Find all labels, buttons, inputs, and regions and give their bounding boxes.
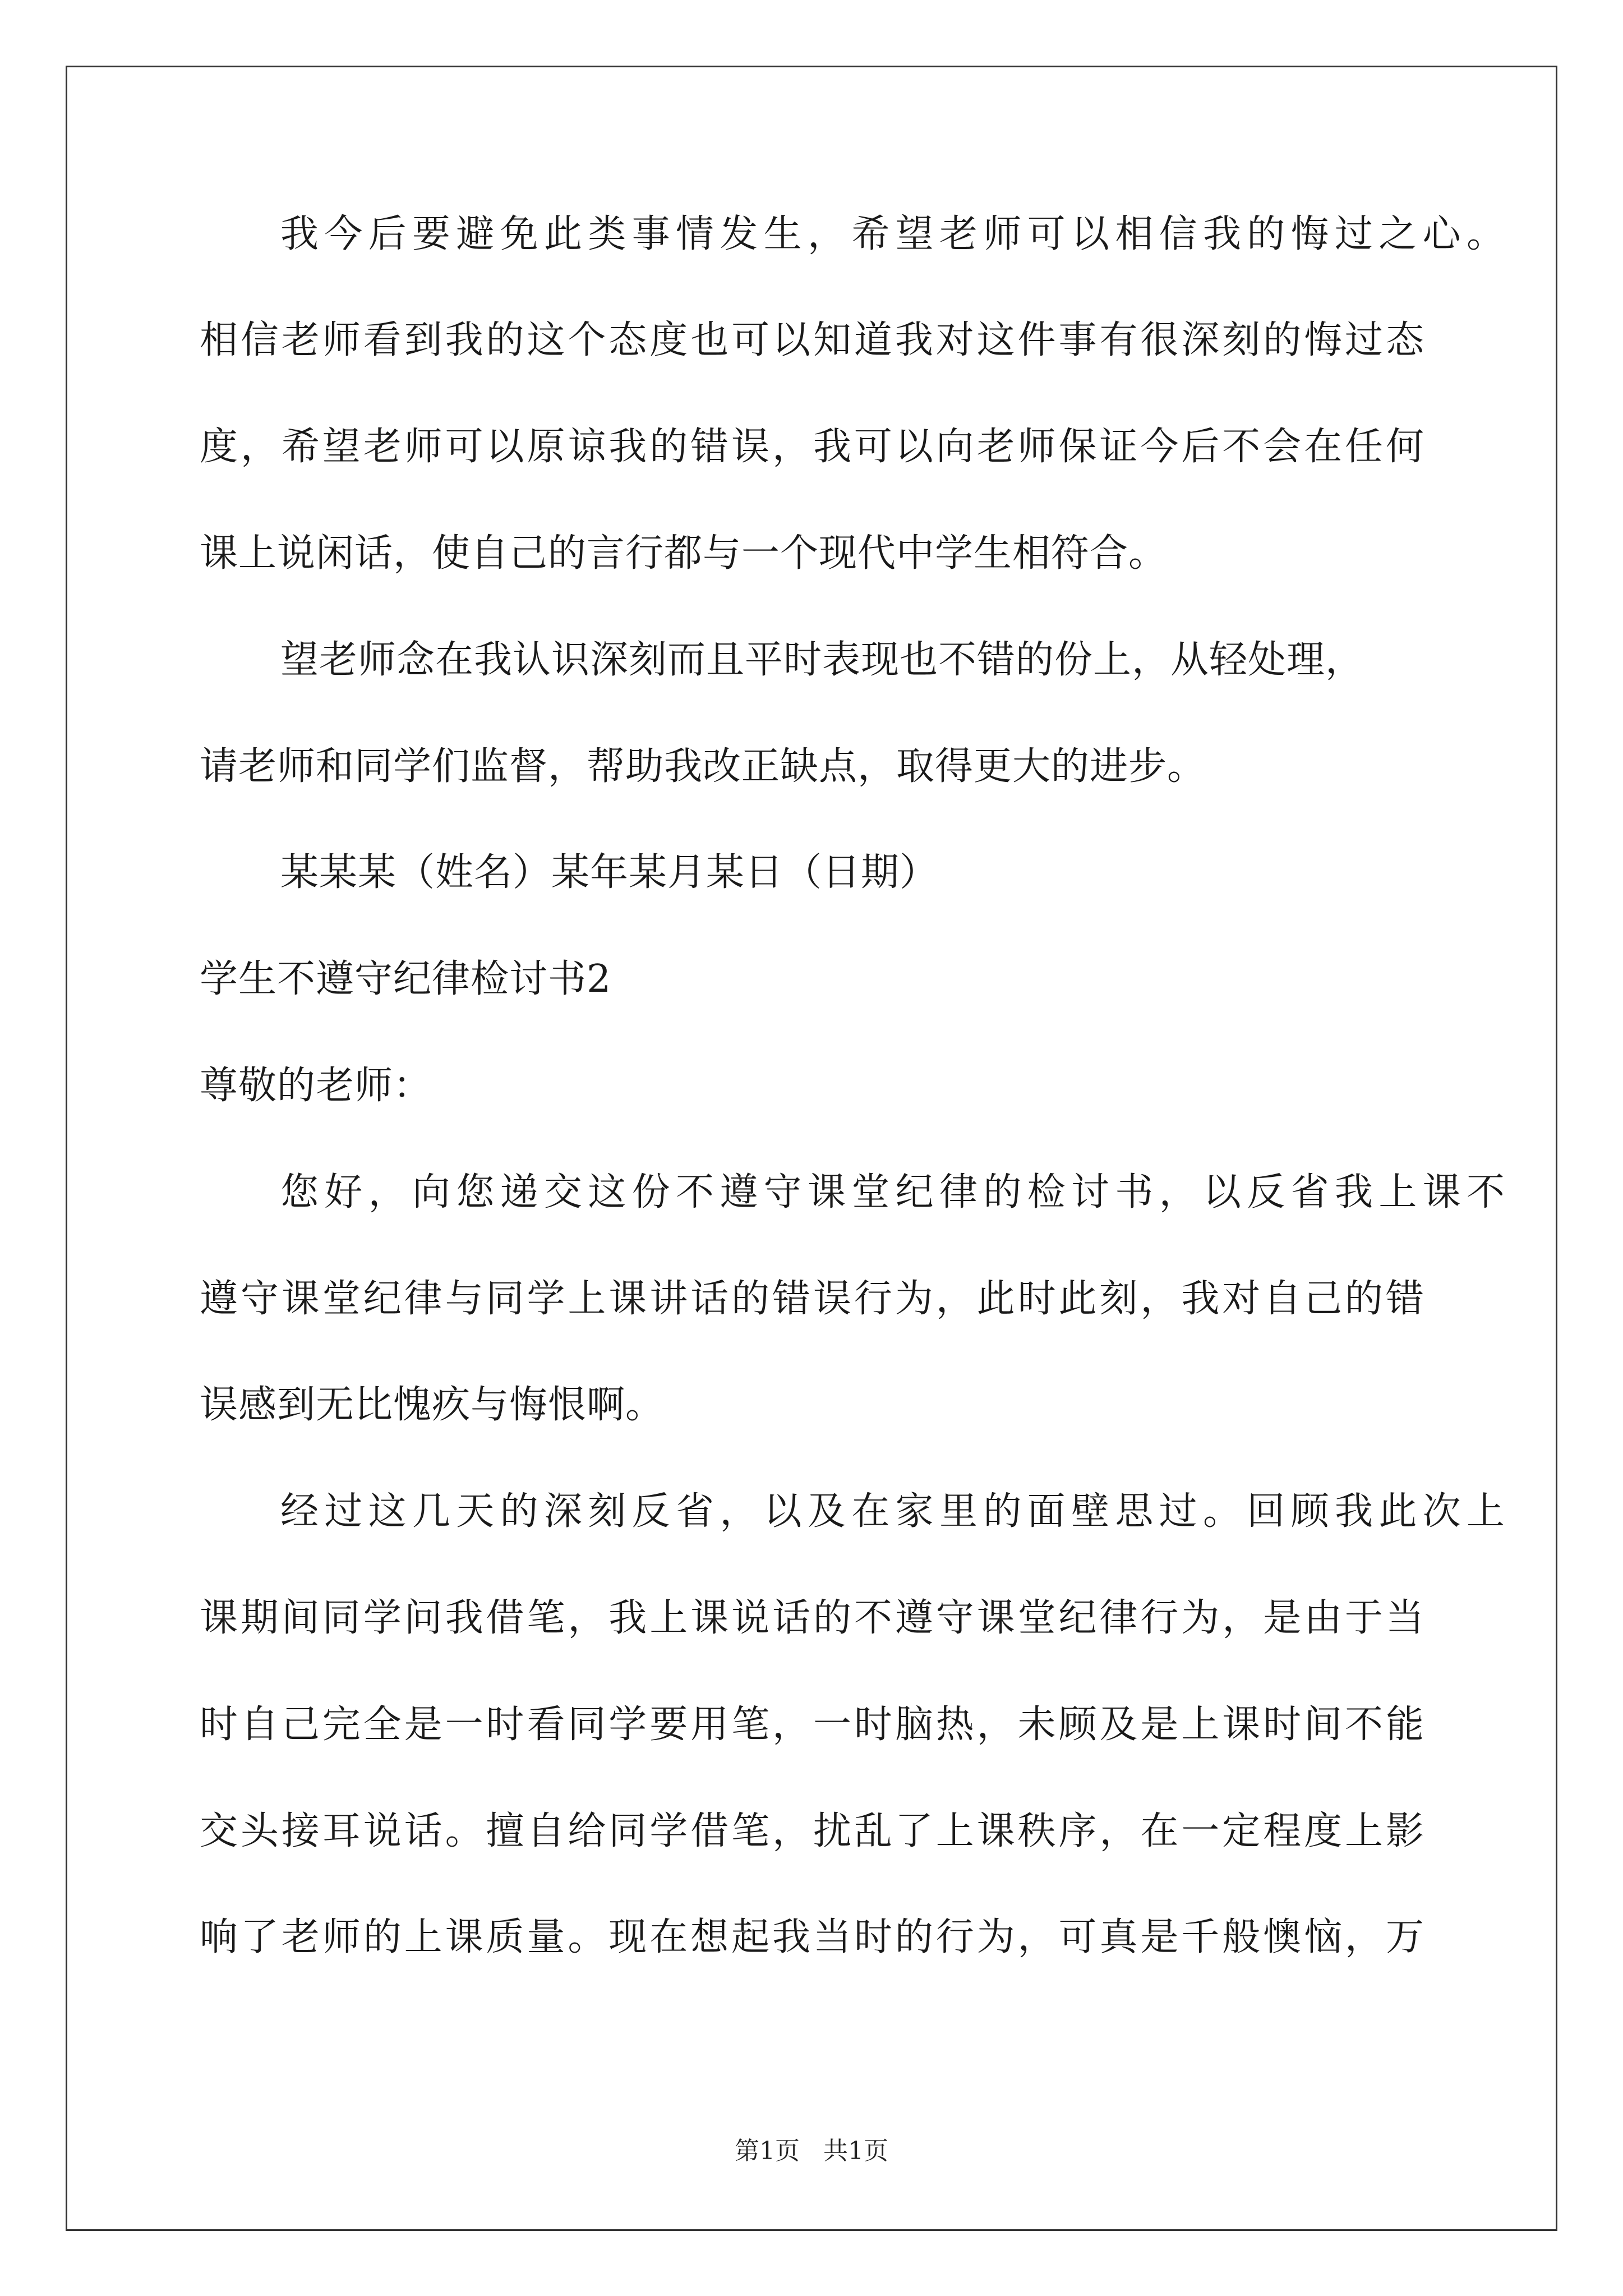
paragraph-line: 度，希望老师可以原谅我的错误，我可以向老师保证今后不会在任何 <box>200 425 1424 469</box>
paragraph-line: 遵守课堂纪律与同学上课讲话的错误行为，此时此刻，我对自己的错 <box>200 1277 1424 1321</box>
signature-line: 某某某（姓名）某年某月某日（日期） <box>280 850 939 895</box>
paragraph-line: 相信老师看到我的这个态度也可以知道我对这件事有很深刻的悔过态 <box>200 318 1424 362</box>
section-title: 学生不遵守纪律检讨书2 <box>200 957 612 1001</box>
paragraph-line: 我今后要避免此类事情发生，希望老师可以相信我的悔过之心。 <box>280 212 1505 256</box>
paragraph-line: 经过这几天的深刻反省，以及在家里的面壁思过。回顾我此次上 <box>280 1489 1505 1534</box>
salutation: 尊敬的老师： <box>200 1064 432 1108</box>
paragraph-line: 响了老师的上课质量。现在想起我当时的行为，可真是千般懊恼，万 <box>200 1915 1424 1959</box>
paragraph-line: 误感到无比愧疚与悔恨啊。 <box>200 1383 665 1427</box>
paragraph-line: 您好，向您递交这份不遵守课堂纪律的检讨书，以反省我上课不 <box>280 1170 1505 1214</box>
paragraph-line: 望老师念在我认识深刻而且平时表现也不错的份上，从轻处理， <box>280 638 1364 682</box>
paragraph-line: 交头接耳说话。擅自给同学借笔，扰乱了上课秩序，在一定程度上影 <box>200 1809 1424 1853</box>
paragraph-line: 时自己完全是一时看同学要用笔，一时脑热，未顾及是上课时间不能 <box>200 1703 1424 1747</box>
paragraph-line: 课期间同学问我借笔，我上课说话的不遵守课堂纪律行为，是由于当 <box>200 1596 1424 1640</box>
paragraph-line: 请老师和同学们监督，帮助我改正缺点，取得更大的进步。 <box>200 744 1206 789</box>
paragraph-line: 课上说闲话，使自己的言行都与一个现代中学生相符合。 <box>200 531 1168 576</box>
page-border <box>66 66 1557 2231</box>
page-number-footer: 第1页 共1页 <box>735 2137 888 2165</box>
